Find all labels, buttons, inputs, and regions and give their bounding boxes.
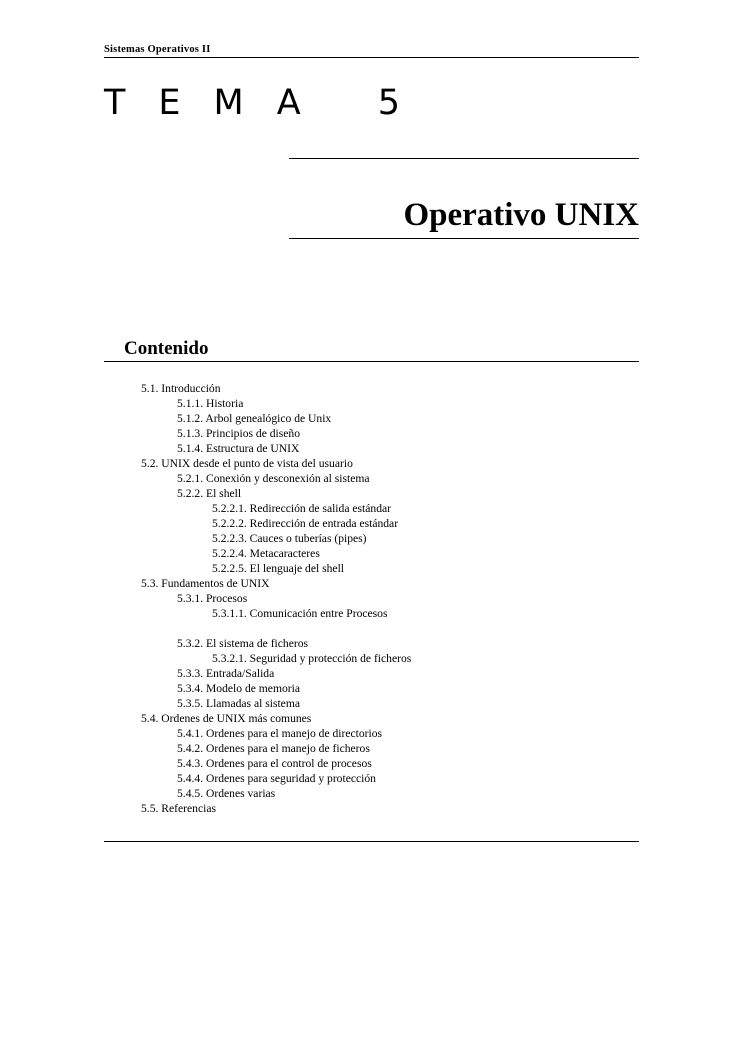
toc-entry-level-2: 5.4.5. Ordenes varias — [177, 787, 276, 800]
toc-entry-level-2: 5.3.3. Entrada/Salida — [177, 667, 275, 680]
toc-entry-level-2: 5.3.5. Llamadas al sistema — [177, 697, 300, 710]
running-header: Sistemas Operativos II — [104, 44, 211, 55]
toc-entry-level-2: 5.4.1. Ordenes para el manejo de directorios — [177, 727, 383, 740]
toc-entry-level-2: 5.3.1. Procesos — [177, 592, 248, 605]
toc-entry-level-2: 5.4.4. Ordenes para seguridad y protección — [177, 772, 376, 785]
chapter-label-rule — [289, 158, 639, 159]
toc-entry-level-1: 5.5. Referencias — [141, 802, 217, 815]
toc-entry-level-2: 5.2.1. Conexión y desconexión al sistema — [177, 472, 370, 485]
toc-entry-level-1: 5.1. Introducción — [141, 382, 221, 395]
toc-entry-level-2: 5.4.3. Ordenes para el control de procesos — [177, 757, 372, 770]
header-rule — [104, 57, 639, 58]
toc-entry-level-1: 5.3. Fundamentos de UNIX — [141, 577, 270, 590]
toc-entry-level-2: 5.1.1. Historia — [177, 397, 244, 410]
toc-entry-level-1: 5.4. Ordenes de UNIX más comunes — [141, 712, 312, 725]
chapter-label: TEMA 5 — [104, 83, 434, 123]
toc-entry-level-2: 5.1.3. Principios de diseño — [177, 427, 301, 440]
contents-heading: Contenido — [124, 338, 209, 359]
chapter-title: Operativo UNIX — [403, 197, 639, 233]
toc-entry-level-2: 5.1.4. Estructura de UNIX — [177, 442, 300, 455]
toc-entry-level-3: 5.3.1.1. Comunicación entre Procesos — [212, 607, 388, 620]
toc-entry-level-2: 5.3.4. Modelo de memoria — [177, 682, 300, 695]
contents-heading-rule — [104, 361, 639, 362]
contents-bottom-rule — [104, 841, 639, 842]
toc-entry-level-3: 5.2.2.2. Redirección de entrada estándar — [212, 517, 399, 530]
toc-entry-level-2: 5.2.2. El shell — [177, 487, 242, 500]
toc-entry-level-3: 5.2.2.5. El lenguaje del shell — [212, 562, 345, 575]
toc-entry-level-2: 5.3.2. El sistema de ficheros — [177, 637, 309, 650]
chapter-title-rule — [289, 238, 639, 239]
toc-entry-level-2: 5.1.2. Arbol genealógico de Unix — [177, 412, 332, 425]
toc-entry-level-2: 5.4.2. Ordenes para el manejo de ficheros — [177, 742, 370, 755]
toc-entry-level-3: 5.3.2.1. Seguridad y protección de ficheros — [212, 652, 412, 665]
toc-entry-level-3: 5.2.2.1. Redirección de salida estándar — [212, 502, 391, 515]
toc-entry-level-3: 5.2.2.3. Cauces o tuberías (pipes) — [212, 532, 367, 545]
toc-spacer — [0, 621, 745, 636]
toc-entry-level-1: 5.2. UNIX desde el punto de vista del usuario — [141, 457, 353, 470]
toc-entry-level-3: 5.2.2.4. Metacaracteres — [212, 547, 320, 560]
table-of-contents — [0, 381, 745, 816]
